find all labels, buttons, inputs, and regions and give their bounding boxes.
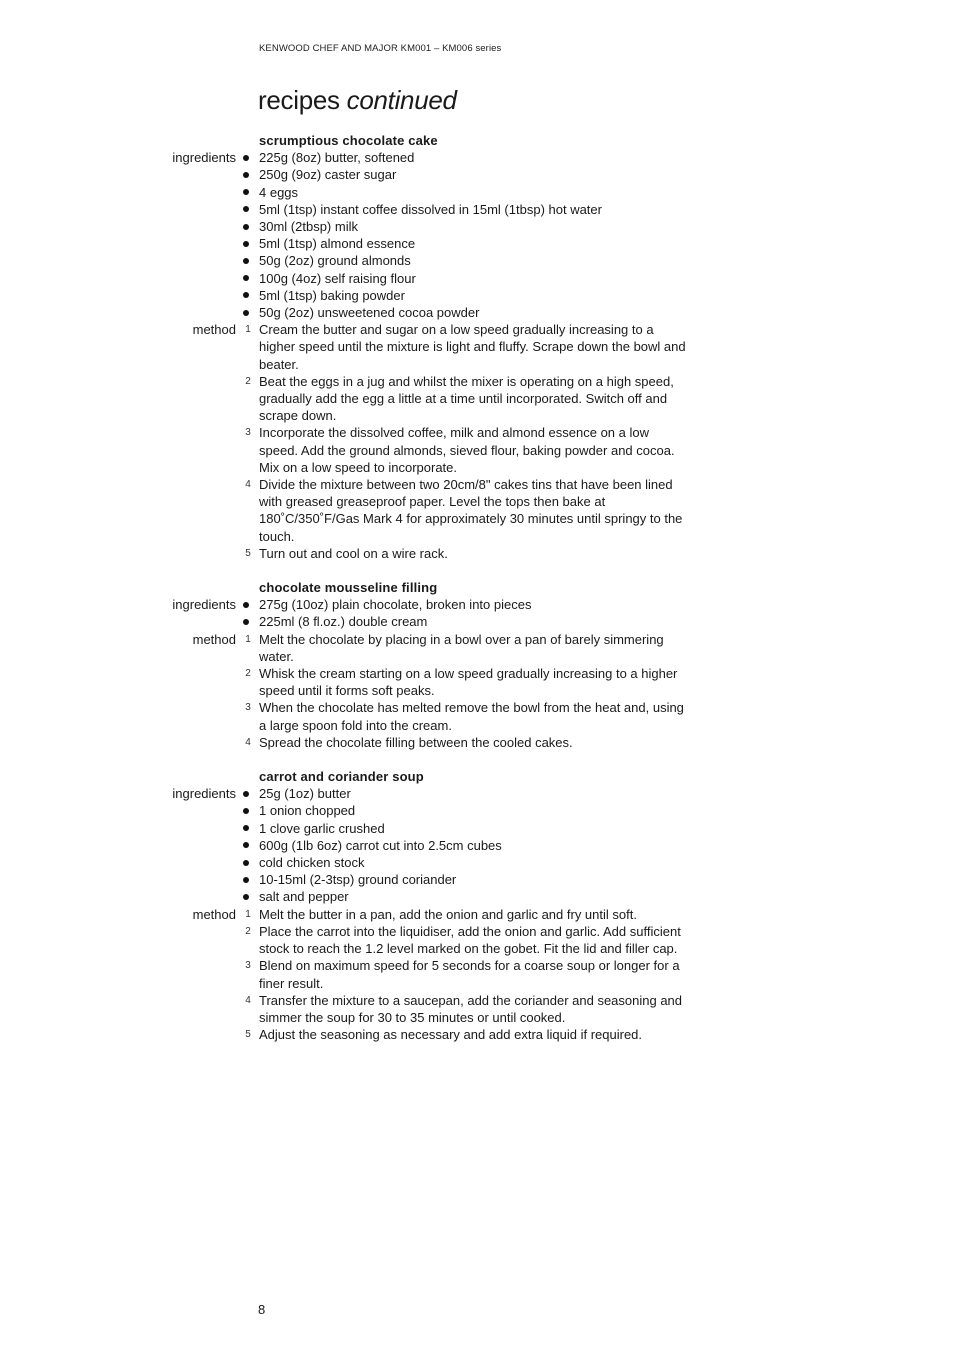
method-step-text: Adjust the seasoning as necessary and add extra liquid if required. [259, 1027, 643, 1043]
ingredient-text: 600g (1lb 6oz) carrot cut into 2.5cm cubes [259, 837, 502, 853]
recipes-content [0, 132, 954, 1043]
ingredient-text: 100g (4oz) self raising flour [259, 270, 416, 286]
ingredient-item [0, 785, 954, 802]
step-number: 5 [245, 547, 251, 559]
bullet-icon [239, 785, 253, 802]
bullet-icon [239, 596, 253, 613]
method-step [0, 699, 954, 733]
bullet-icon [239, 837, 253, 854]
method-step [0, 906, 954, 923]
bullet-icon [239, 218, 253, 235]
method-label: method [192, 906, 236, 922]
ingredient-item [0, 596, 954, 613]
step-number: 4 [245, 736, 251, 748]
method-label: method [192, 322, 236, 338]
method-step [0, 545, 954, 562]
ingredient-text: 50g (2oz) ground almonds [259, 253, 411, 269]
method-step [0, 1026, 954, 1043]
recipe-section [0, 579, 954, 751]
ingredient-item [0, 802, 954, 819]
ingredient-item [0, 149, 954, 166]
ingredient-text: 10-15ml (2-3tsp) ground coriander [259, 872, 457, 888]
recipe-section [0, 132, 954, 562]
ingredients-label: ingredients [172, 786, 236, 802]
method-step-text: Incorporate the dissolved coffee, milk and almond essence on a low speed. Add the ground almonds, sieved flour, baking powder and cocoa. Mix on a low speed to incorporate. [259, 425, 675, 475]
ingredient-text: 5ml (1tsp) instant coffee dissolved in 15ml (1tbsp) hot water [259, 201, 602, 217]
bullet-icon [239, 252, 253, 269]
ingredient-item [0, 854, 954, 871]
recipe-title: scrumptious chocolate cake [259, 133, 438, 148]
ingredient-item [0, 166, 954, 183]
ingredient-text: 1 clove garlic crushed [259, 820, 385, 836]
ingredients-label: ingredients [172, 150, 236, 166]
method-step-text: Whisk the cream starting on a low speed gradually increasing to a higher speed until it forms soft peaks. [259, 666, 678, 699]
method-step-text: When the chocolate has melted remove the bowl from the heat and, using a large spoon fold into the cream. [259, 700, 684, 733]
ingredient-text: salt and pepper [259, 889, 349, 905]
method-step-text: Blend on maximum speed for 5 seconds for a coarse soup or longer for a finer result. [259, 958, 680, 991]
ingredient-item [0, 270, 954, 287]
ingredient-item [0, 820, 954, 837]
step-number: 3 [245, 960, 251, 972]
method-step-text: Beat the eggs in a jug and whilst the mixer is operating on a high speed, gradually add the egg a little at a time until incorporated. Switch off and scrape down. [259, 373, 674, 424]
ingredient-item [0, 837, 954, 854]
ingredient-text: 225ml (8 fl.oz.) double cream [259, 614, 428, 630]
method-step-text: Melt the butter in a pan, add the onion and garlic and fry until soft. [259, 906, 637, 922]
method-step-text: Place the carrot into the liquidiser, add the onion and garlic. Add sufficient stock to reach the 1.2 level marked on the gobet. Fit the lid and filler cap. [259, 923, 681, 957]
bullet-icon [239, 270, 253, 287]
step-number: 1 [245, 324, 251, 336]
method-step-text: Transfer the mixture to a saucepan, add the coriander and seasoning and simmer the soup for 30 to 35 minutes or until cooked. [259, 992, 683, 1025]
method-step-text: Cream the butter and sugar on a low speed gradually increasing to a higher speed until the mixture is light and fluffy. Scrape down the bowl and beater. [259, 322, 686, 372]
bullet-icon [239, 854, 253, 871]
method-step [0, 734, 954, 751]
ingredient-text: 275g (10oz) plain chocolate, broken into pieces [259, 597, 532, 613]
method-step-text: Turn out and cool on a wire rack. [259, 545, 448, 561]
bullet-icon [239, 149, 253, 166]
method-step [0, 957, 954, 991]
method-step [0, 321, 954, 373]
ingredient-text: 1 onion chopped [259, 803, 356, 819]
ingredient-item [0, 184, 954, 201]
ingredients-label: ingredients [172, 597, 236, 613]
ingredient-text: 25g (1oz) butter [259, 786, 351, 802]
ingredient-text: 4 eggs [259, 184, 299, 200]
bullet-icon [239, 871, 253, 888]
step-number: 5 [245, 1029, 251, 1041]
bullet-icon [239, 201, 253, 218]
step-number: 4 [245, 479, 251, 491]
ingredient-item [0, 613, 954, 630]
method-step [0, 665, 954, 699]
ingredient-text: 250g (9oz) caster sugar [259, 167, 397, 183]
page-title [258, 84, 457, 116]
method-step [0, 923, 954, 957]
method-step [0, 631, 954, 665]
ingredient-text: 5ml (1tsp) baking powder [259, 287, 405, 303]
method-step [0, 992, 954, 1026]
page-title-italic: continued [346, 85, 457, 115]
ingredient-text: 5ml (1tsp) almond essence [259, 236, 416, 252]
method-step-text: Melt the chocolate by placing in a bowl over a pan of barely simmering water. [259, 631, 664, 664]
bullet-icon [239, 304, 253, 321]
step-number: 1 [245, 908, 251, 920]
bullet-icon [239, 235, 253, 252]
page-title-main: recipes [258, 85, 347, 115]
ingredient-text: 50g (2oz) unsweetened cocoa powder [259, 305, 480, 321]
ingredient-text: 225g (8oz) butter, softened [259, 150, 415, 166]
step-number: 2 [245, 375, 251, 387]
method-step [0, 373, 954, 425]
recipe-title: chocolate mousseline filling [259, 580, 438, 596]
step-number: 1 [245, 633, 251, 645]
method-label: method [192, 631, 236, 647]
ingredient-item [0, 304, 954, 321]
step-number: 3 [245, 702, 251, 714]
method-step [0, 424, 954, 476]
recipe-title: carrot and coriander soup [259, 769, 424, 785]
bullet-icon [239, 613, 253, 630]
ingredient-item [0, 888, 954, 905]
method-step [0, 476, 954, 545]
ingredient-text: 30ml (2tbsp) milk [259, 219, 358, 234]
step-number: 4 [245, 994, 251, 1006]
page-number: 8 [258, 1302, 266, 1317]
bullet-icon [239, 820, 253, 837]
running-header: KENWOOD CHEF AND MAJOR KM001 – KM006 series [259, 43, 502, 54]
step-number: 3 [245, 427, 251, 439]
method-step-text: Divide the mixture between two 20cm/8" cakes tins that have been lined with greased greaseproof paper. Level the tops then bake at 180˚C/350˚F/Gas Mark 4 for approximately 30 minutes until springy to the touch. [259, 477, 683, 544]
bullet-icon [239, 184, 253, 201]
bullet-icon [239, 166, 253, 183]
step-number: 2 [245, 925, 251, 937]
ingredient-item [0, 871, 954, 888]
recipe-section [0, 768, 954, 1043]
bullet-icon [239, 287, 253, 304]
ingredient-item [0, 287, 954, 304]
ingredient-item [0, 252, 954, 269]
bullet-icon [239, 802, 253, 819]
method-step-text: Spread the chocolate filling between the cooled cakes. [259, 734, 573, 750]
ingredient-item [0, 201, 954, 218]
ingredient-item [0, 218, 954, 235]
ingredient-item [0, 235, 954, 252]
step-number: 2 [245, 668, 251, 680]
ingredient-text: cold chicken stock [259, 855, 365, 871]
bullet-icon [239, 888, 253, 905]
